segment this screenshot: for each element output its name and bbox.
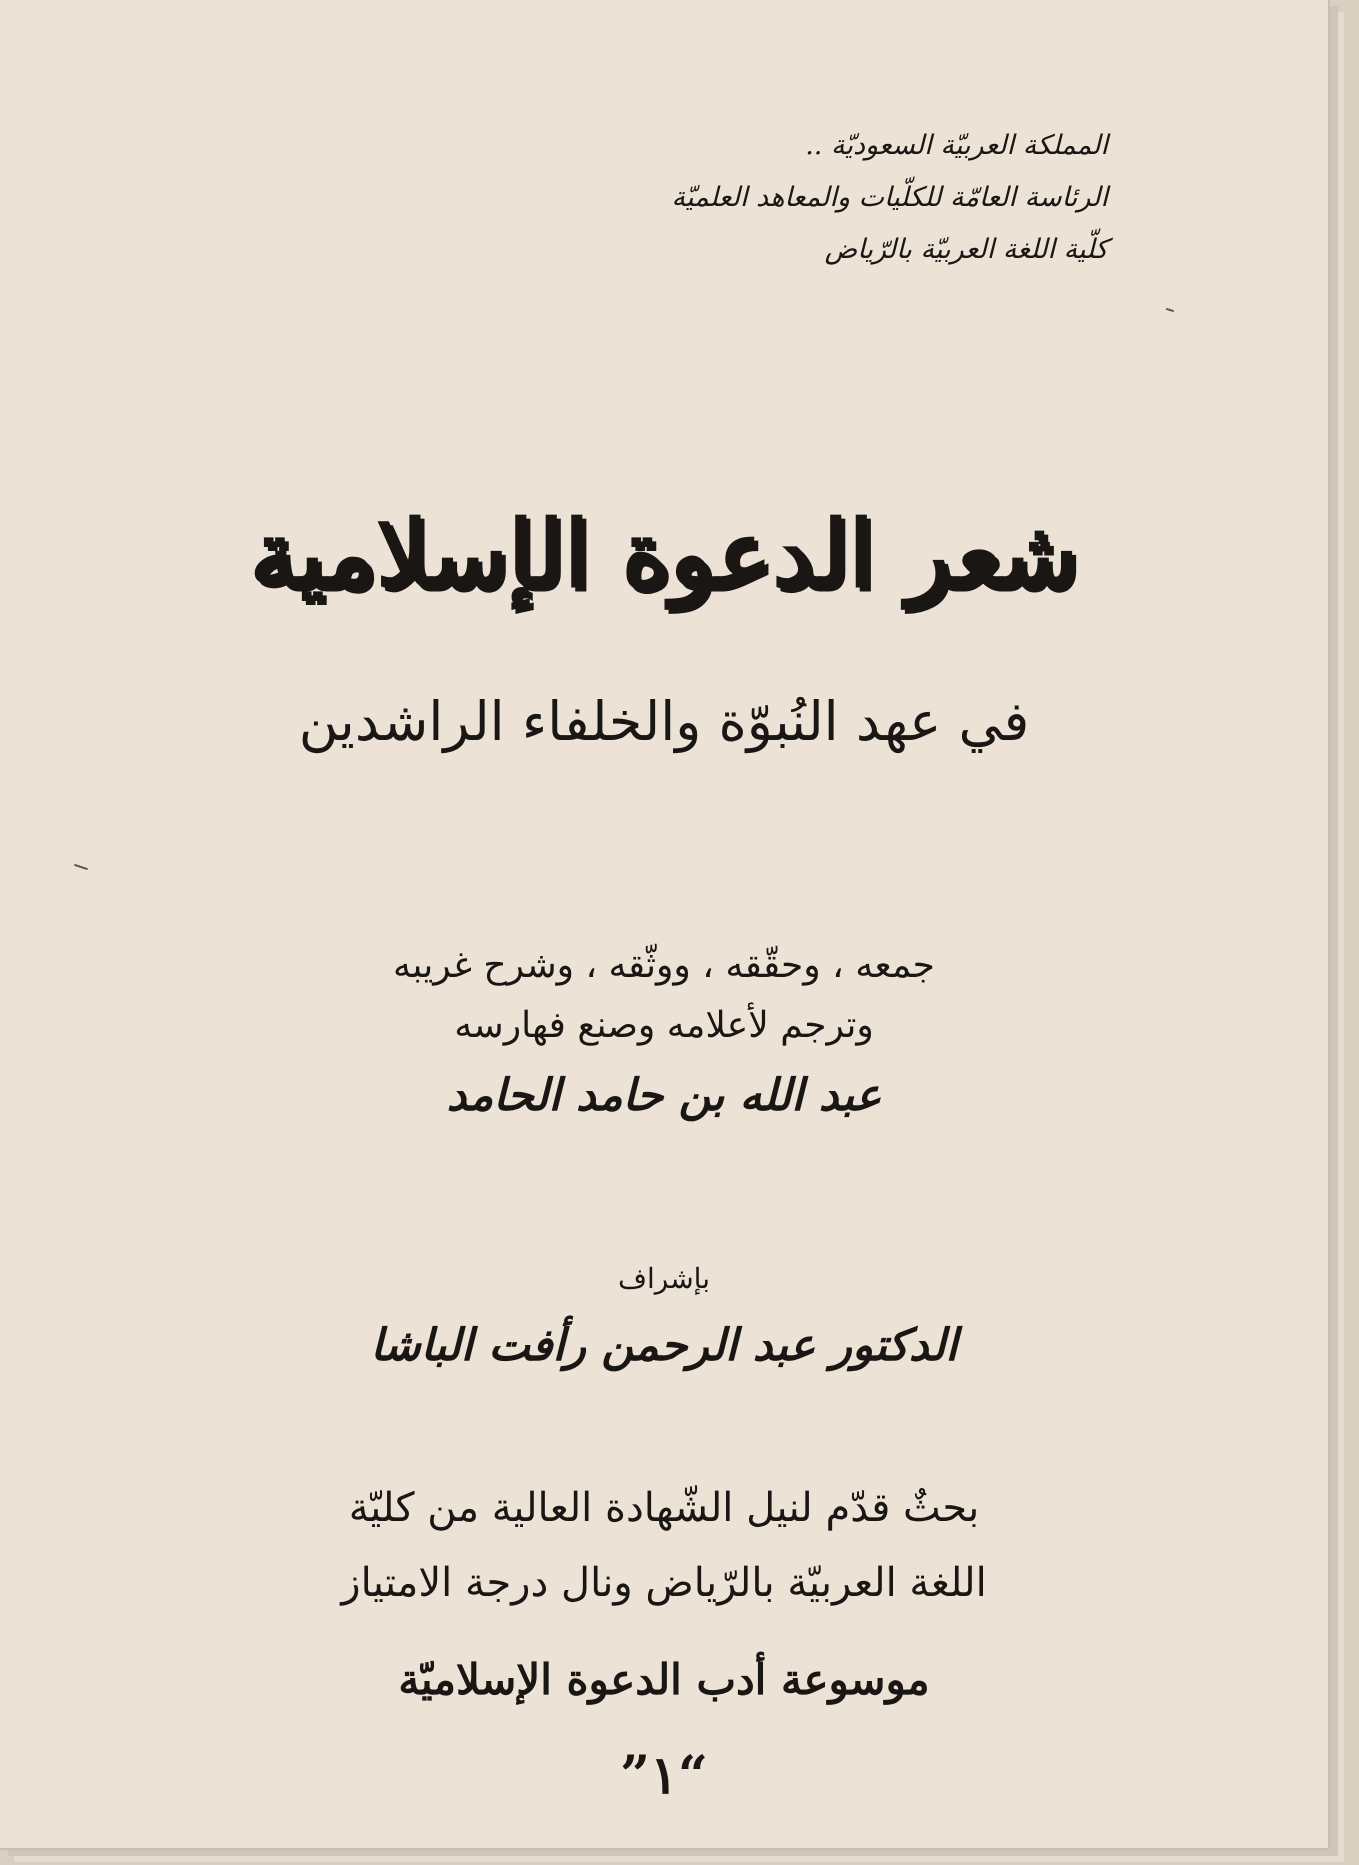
supervisor-name: الدكتور عبد الرحمن رأفت الباشا <box>370 1320 958 1371</box>
book-subtitle: في عهد النُبوّة والخلفاء الراشدين <box>298 690 1030 753</box>
book-title: شعر الدعوة الإسلامية <box>249 500 1079 608</box>
header-line-3: كلّية اللغة العربيّة بالرّياض <box>824 234 1108 265</box>
thesis-note-line-2: اللغة العربيّة بالرّياض ونال درجة الامتياز <box>341 1560 987 1606</box>
header-line-2: الرئاسة العامّة للكلّيات والمعاهد العلميّة <box>671 182 1108 213</box>
institution-header <box>588 120 1108 276</box>
pen-mark <box>74 864 88 870</box>
credit-line-1: جمعه ، وحقّقه ، ووثّقه ، وشرح غريبه <box>393 945 935 986</box>
pen-mark <box>1166 308 1174 312</box>
thesis-note-line-1: بحثٌ قدّم لنيل الشّهادة العالية من كليّة <box>348 1485 980 1531</box>
author-name: عبد الله بن حامد الحامد <box>446 1070 882 1121</box>
supervision-label: بإشراف <box>617 1262 711 1295</box>
header-line-1: المملكة العربيّة السعوديّة .. <box>805 130 1108 161</box>
series-name: موسوعة أدب الدعوة الإسلاميّة <box>398 1655 930 1704</box>
credit-line-2: وترجم لأعلامه وصنع فهارسه <box>454 1005 874 1046</box>
volume-number: “١” <box>620 1745 708 1806</box>
